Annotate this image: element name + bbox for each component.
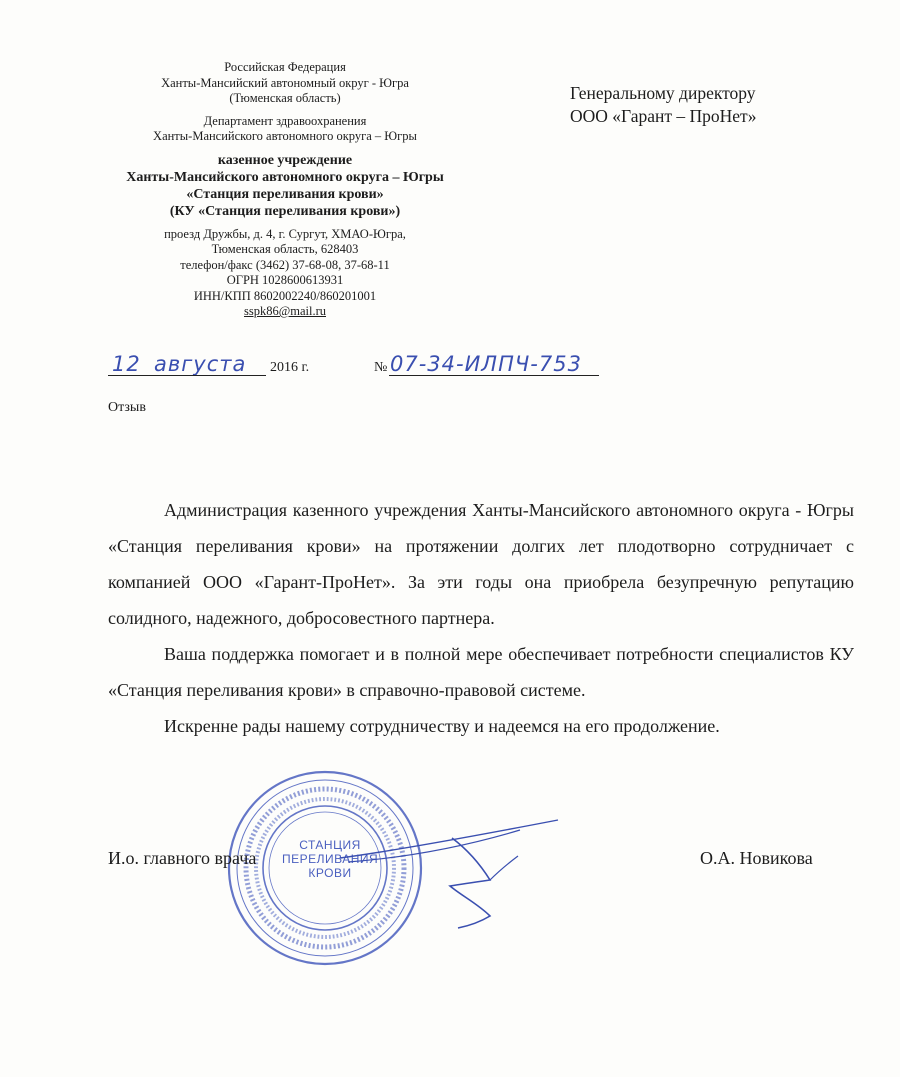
stamp-line-2: ПЕРЕЛИВАНИЯ [282,852,379,866]
letter-body [108,492,854,744]
document-type: Отзыв [108,400,146,415]
sender-department: Департамент здравоохранения [203,113,367,128]
sender-inst-short: (КУ «Станция переливания крови») [169,203,401,219]
body-paragraph-3: Искренне рады нашему сотрудничеству и надеемся на его продолжение. [164,716,720,736]
sender-header [90,60,480,320]
signatory-title: И.о. главного врача [108,848,257,868]
addressee-company: ООО «Гарант – ПроНет» [570,106,757,126]
addressee [570,82,756,128]
addressee-position: Генеральному директору [570,83,756,103]
sender-phone: телефон/факс (3462) 37-68-08, 37-68-11 [180,257,390,272]
sender-address-region: Тюменская область, 628403 [211,242,359,256]
number-underline [389,375,599,376]
stamp-line-3: КРОВИ [308,866,352,880]
handwritten-signature-icon [340,800,560,930]
number-label: № [374,360,388,375]
date-year: 2016 г. [270,360,310,375]
date-day: 12 [112,352,141,376]
sender-department-region: Ханты-Мансийского автономного округа – Югры [153,129,417,143]
sender-inst-type: казенное учреждение [217,152,353,168]
sender-inst-name: «Станция переливания крови» [186,186,384,202]
date-underline [108,375,266,376]
sender-address: проезд Дружбы, д. 4, г. Сургут, ХМАО-Югра, [164,226,406,241]
stamp-line-1: СТАНЦИЯ [299,838,361,852]
date-month: августа [154,352,247,376]
sender-email-link[interactable]: sspk86@mail.ru [244,304,326,318]
body-paragraph-1: Администрация казенного учреждения Ханты-Мансийского автономного округа - Югры «Станция переливания крови» на протяжении долгих лет плодотворно сотрудничает с компанией ООО «Гарант-ПроНет». За эти годы она приобрела безупречную репутацию солидного, надежного, добросовестного партнера. [108,500,854,628]
sender-region-note: (Тюменская область) [229,91,341,105]
sender-ogrn: ОГРН 1028600613931 [226,273,344,287]
date-number-line [108,350,668,386]
sender-region: Ханты-Мансийский автономный округ - Югра [161,75,409,90]
sender-inn: ИНН/КПП 8602002240/860201001 [193,288,377,303]
signatory-name: О.А. Новикова [700,848,813,868]
sender-inst-region: Ханты-Мансийского автономного округа – Югры [126,169,444,185]
body-paragraph-2: Ваша поддержка помогает и в полной мере обеспечивает потребности специалистов КУ «Станция переливания крови» в справочно-правовой системе. [108,644,854,700]
sender-country: Российская Федерация [224,60,346,74]
document-number: 07-34-ИЛПЧ-753 [390,352,582,376]
